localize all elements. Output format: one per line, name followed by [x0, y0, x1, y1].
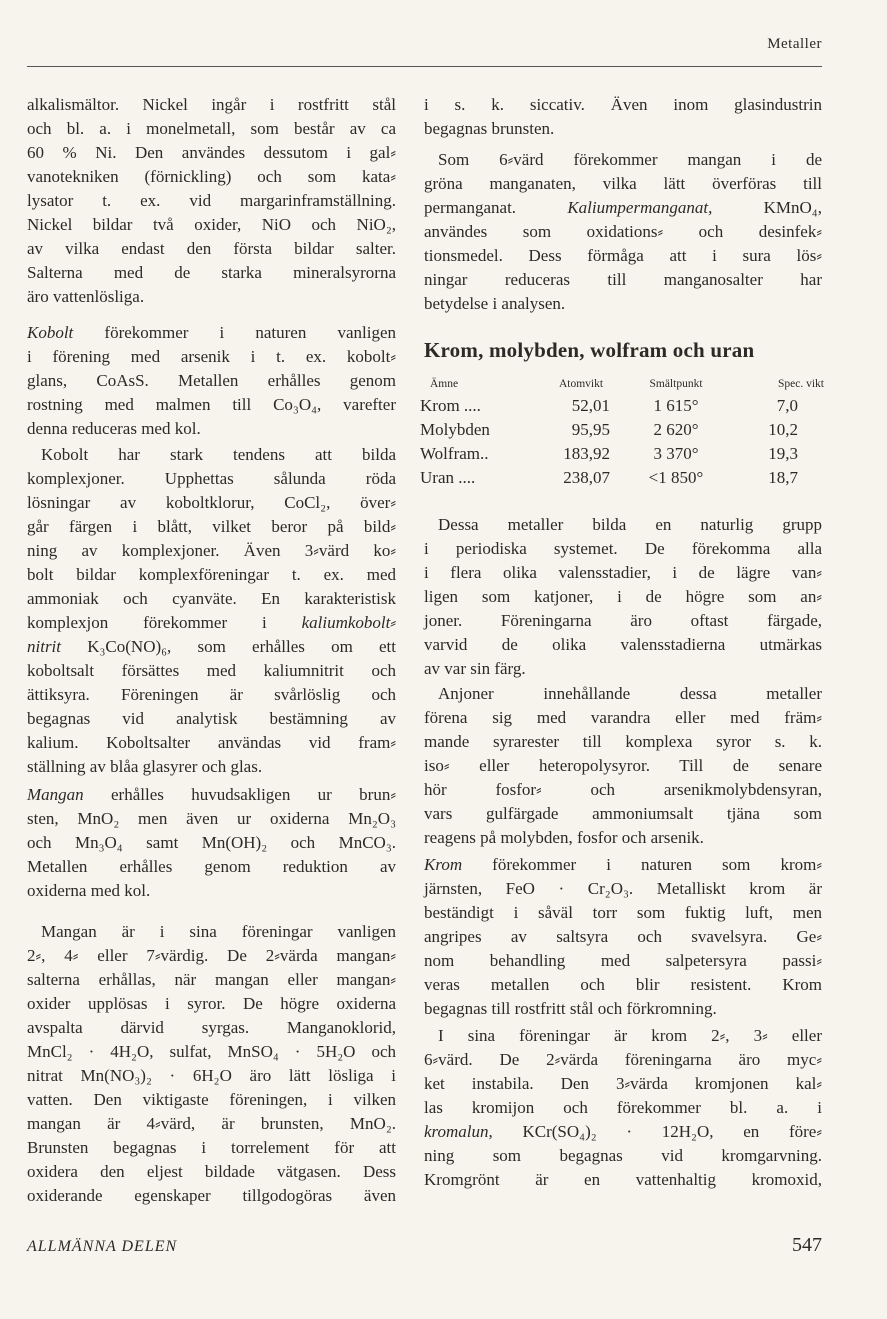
atomic-weight: 183,92: [563, 444, 610, 463]
text-line: ning av komplexjoner. Även 3⸗värd ko⸗: [27, 541, 396, 560]
table-row: [420, 466, 824, 490]
page-number: 547: [792, 1234, 822, 1256]
table-header-row: [420, 374, 824, 394]
column-header: Ämne: [430, 378, 459, 390]
text-line: järnsten, FeO · Cr₂O₃. Metalliskt krom är: [424, 879, 822, 898]
text-line: och Mn₃O₄ samt Mn(OH)₂ och MnCO₃.: [27, 833, 396, 852]
paragraph: [424, 513, 822, 681]
text-line: mande syrarester till komplexa syror s. k.: [424, 732, 822, 751]
text-line: Kromgrönt är en vattenhaltig kromoxid,: [424, 1170, 822, 1189]
text-line: vars gulfärgade ammoniumsalt tjäna som: [424, 804, 822, 823]
text-line: beständigt i såväl torr som fuktig luft, men: [424, 903, 822, 922]
text-line: oxiderna med kol.: [27, 881, 151, 900]
text-line: veras metallen och blir resistent. Krom: [424, 975, 822, 994]
text-line: oxidera den eljest bildade vätgasen. Dess: [27, 1162, 396, 1181]
element-name: Krom ....: [420, 396, 481, 415]
text-line: i förening med arsenik i t. ex. kobolt⸗: [27, 347, 396, 366]
text-line: sten, MnO₂ men även ur oxiderna Mn₂O₃: [27, 809, 396, 828]
text-line: oxiderande egenskaper tillgodogöras även: [27, 1186, 396, 1205]
text-line: vanotekniken (förnickling) och som kata⸗: [27, 167, 396, 186]
text-line: Kobolt har stark tendens att bilda: [41, 445, 396, 464]
text-line: Krom förekommer i naturen som krom⸗: [424, 855, 822, 874]
text-line: iso⸗ eller heteropolysyror. Till de senare: [424, 756, 822, 775]
text-line: Metallen erhålles genom reduktion av: [27, 857, 396, 876]
text-line: användes som oxidations⸗ och desinfek⸗: [424, 222, 822, 241]
text-line: förena sig med varandra eller med främ⸗: [424, 708, 822, 727]
specific-gravity: 10,2: [768, 420, 798, 439]
element-name: Molybden: [420, 420, 490, 439]
text-line: lösningar av koboltklorur, CoCl₂, över⸗: [27, 493, 396, 512]
text-line: MnCl₂ · 4H₂O, sulfat, MnSO₄ · 5H₂O och: [27, 1042, 396, 1061]
text-line: i flera olika valensstadier, i de lägre van⸗: [424, 563, 822, 582]
text-line: nitrat Mn(NO₃)₂ · 6H₂O äro lätt lösliga i: [27, 1066, 396, 1085]
text-line: avspalta därvid syrgas. Manganoklorid,: [27, 1018, 396, 1037]
element-name: Uran ....: [420, 468, 476, 487]
text-line: angripes av saltsyra och svavelsyra. Ge⸗: [424, 927, 822, 946]
text-line: i periodiska systemet. De förekomma alla: [424, 539, 822, 558]
text-line: kalium. Koboltsalter användas vid fram⸗: [27, 733, 396, 752]
text-line: begagnas brunsten.: [424, 119, 555, 138]
text-line: nitrit K₃Co(NO)₆, som erhålles om ett: [27, 637, 396, 656]
paragraph: [27, 93, 396, 309]
text-line: oxider upplösas i syror. De högre oxiderna: [27, 994, 396, 1013]
text-line: Mangan erhålles huvudsakligen ur brun⸗: [27, 785, 396, 804]
text-line: gröna manganaten, vilka lätt överföras till: [424, 174, 822, 193]
text-line: salterna erhållas, när mangan eller mangan⸗: [27, 970, 396, 989]
table-row: [420, 418, 824, 442]
text-line: glans, CoAsS. Metallen erhålles genom: [27, 371, 396, 390]
text-line: 2⸗, 4⸗ eller 7⸗värdig. De 2⸗värda mangan⸗: [27, 946, 396, 965]
specific-gravity: 19,3: [768, 444, 798, 463]
paragraph: [27, 321, 396, 441]
text-line: ställning av blåa glasyrer och glas.: [27, 757, 263, 776]
paragraph: [424, 1024, 822, 1192]
atomic-weight: 238,07: [563, 468, 610, 487]
text-line: las kromijon och förekommer bl. a. i: [424, 1098, 822, 1117]
melting-point: 1 615°: [653, 396, 699, 415]
text-line: bolt bildar komplexföreningar t. ex. med: [27, 565, 396, 584]
text-line: 60 % Ni. Den användes dessutom i gal⸗: [27, 143, 396, 162]
text-line: nom behandling med salpetersyra passi⸗: [424, 951, 822, 970]
text-line: Nickel bildar två oxider, NiO och NiO₂,: [27, 215, 396, 234]
paragraph: [424, 148, 822, 316]
text-line: begagnas till rostfritt stål och förkromning.: [424, 999, 717, 1018]
text-line: går färgen i blått, vilket beror på bild⸗: [27, 517, 396, 536]
text-line: I sina föreningar är krom 2⸗, 3⸗ eller: [438, 1026, 822, 1045]
text-line: i s. k. siccativ. Även inom glasindustrin: [424, 95, 822, 114]
text-line: alkalismältor. Nickel ingår i rostfritt stål: [27, 95, 396, 114]
text-line: betydelse i analysen.: [424, 294, 566, 313]
header-rule: [27, 66, 822, 67]
text-line: hör fosfor⸗ och arsenikmolybdensyran,: [424, 780, 822, 799]
footer-section-title: ALLMÄNNA DELEN: [27, 1238, 178, 1255]
specific-gravity: 7,0: [776, 396, 798, 415]
paragraph: [424, 682, 822, 850]
text-line: joner. Föreningarna äro oftast färgade,: [424, 611, 822, 630]
text-line: Brunsten begagnas i torrelement för att: [27, 1138, 396, 1157]
column-header: Atomvikt: [558, 378, 604, 390]
column-header: Smältpunkt: [649, 378, 703, 390]
text-line: av var sin färg.: [424, 659, 526, 678]
atomic-weight: 52,01: [571, 396, 610, 415]
text-line: begagnas vid analytisk bestämning av: [27, 709, 396, 728]
text-line: Mangan är i sina föreningar vanligen: [41, 922, 396, 941]
text-line: komplexjoner. Upphettas sålunda röda: [27, 469, 396, 488]
text-line: ket instabila. Den 3⸗värda kromjonen kal⸗: [424, 1074, 822, 1093]
column-header: Spec. vikt: [778, 378, 824, 390]
melting-point: 2 620°: [653, 420, 699, 439]
paragraph: [27, 443, 396, 779]
text-line: rostning med malmen till Co₃O₄, varefter: [27, 395, 396, 414]
text-line: denna reduceras med kol.: [27, 419, 201, 438]
text-line: Salterna med de starka mineralsyrorna: [27, 263, 396, 282]
atomic-weight: 95,95: [571, 420, 610, 439]
element-name: Wolfram..: [420, 444, 489, 463]
text-line: reagens på molybden, fosfor och arsenik.: [424, 828, 704, 847]
text-line: lysator t. ex. vid margarinframställning.: [27, 191, 396, 210]
text-line: varvid de olika valensstadierna utmärkas: [424, 635, 822, 654]
melting-point: <1 850°: [648, 468, 704, 487]
text-line: vatten. Den viktigaste föreningen, i vilken: [27, 1090, 396, 1109]
text-line: och bl. a. i monelmetall, som består av ca: [27, 119, 396, 138]
text-line: av vilka endast den första bildar salter.: [27, 239, 396, 258]
text-line: ligen som katjoner, i de högre som an⸗: [424, 587, 822, 606]
text-line: mangan är 4⸗värd, är brunsten, MnO₂.: [27, 1114, 396, 1133]
paragraph: [424, 93, 822, 141]
text-line: Anjoner innehållande dessa metaller: [438, 684, 822, 703]
paragraph: [424, 853, 822, 1021]
text-line: ammoniak och cyanväte. En karakteristisk: [27, 589, 396, 608]
text-line: Som 6⸗värd förekommer mangan i de: [438, 150, 822, 169]
section-heading: Krom, molybden, wolfram och uran: [424, 338, 755, 362]
paragraph: [27, 783, 396, 903]
text-line: ning som begagnas vid kromgarvning.: [424, 1146, 822, 1165]
table-row: [420, 442, 824, 466]
text-line: Kobolt förekommer i naturen vanligen: [27, 323, 396, 342]
text-line: äro vattenlösliga.: [27, 287, 145, 306]
text-line: ningar reduceras till manganosalter har: [424, 270, 822, 289]
text-line: Dessa metaller bilda en naturlig grupp: [438, 515, 822, 534]
paragraph: [27, 920, 396, 1208]
table-row: [420, 394, 824, 418]
running-header: Metaller: [767, 36, 822, 52]
text-line: permanganat. Kaliumpermanganat, KMnO₄,: [424, 198, 822, 217]
text-line: ättiksyra. Föreningen är svårlöslig och: [27, 685, 396, 704]
text-line: koboltsalt försättes med kaliumnitrit och: [27, 661, 396, 680]
element-properties-table: [420, 374, 824, 490]
specific-gravity: 18,7: [768, 468, 798, 487]
melting-point: 3 370°: [653, 444, 699, 463]
text-line: komplexjon förekommer i kaliumkobolt⸗: [27, 613, 396, 632]
text-line: kromalun, KCr(SO₄)₂ · 12H₂O, en före⸗: [424, 1122, 822, 1141]
text-line: tionsmedel. Dess förmåga att i sura lös⸗: [424, 246, 822, 265]
text-line: 6⸗värd. De 2⸗värda föreningarna äro myc⸗: [424, 1050, 822, 1069]
